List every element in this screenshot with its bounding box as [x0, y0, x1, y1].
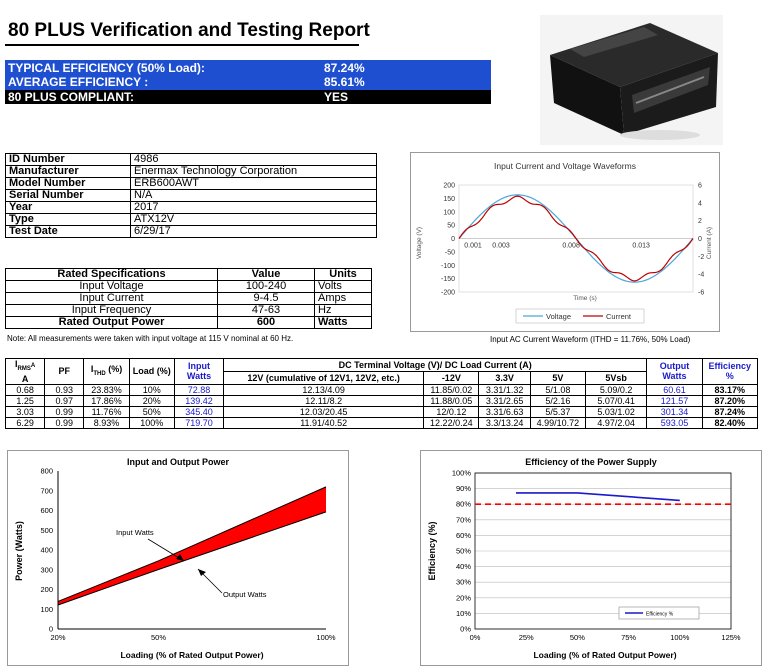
table-cell: 0.97 — [45, 395, 84, 406]
table-cell: 121.57 — [647, 395, 702, 406]
summary-label: TYPICAL EFFICIENCY (50% Load): — [8, 61, 205, 75]
header-minus-12v: -12V — [424, 371, 479, 384]
power-x-tick: 50% — [150, 633, 167, 642]
rated-header-row — [6, 269, 372, 281]
annotation-output-watts: Output Watts — [223, 590, 267, 599]
power-y-label: Power (Watts) — [14, 521, 24, 581]
rated-row — [6, 281, 372, 293]
table-cell: 5/2.16 — [530, 395, 585, 406]
table-cell: 17.86% — [84, 395, 129, 406]
table-cell: 0.99 — [45, 417, 84, 428]
efficiency-y-tick: 20% — [455, 593, 471, 603]
rated-label: Input Frequency — [6, 305, 218, 317]
table-cell: 12/0.12 — [424, 406, 479, 417]
table-cell: 301.34 — [647, 406, 702, 417]
waveform-x-tick: 0.008 — [562, 242, 580, 250]
waveform-y2-tick: 0 — [698, 236, 702, 243]
table-cell: 72.88 — [174, 384, 223, 395]
efficiency-chart-title: Efficiency of the Power Supply — [525, 457, 657, 467]
info-key: Type — [6, 214, 131, 226]
efficiency-y-tick: 80% — [455, 499, 471, 509]
measurement-body — [6, 384, 758, 428]
info-value: 6/29/17 — [131, 226, 377, 238]
title-underline — [5, 44, 359, 46]
rated-header: Rated Specifications — [6, 269, 218, 281]
waveform-x-ticks — [464, 243, 650, 250]
legend-voltage-label: Voltage — [546, 312, 572, 321]
annotation-output-arrowhead — [198, 569, 206, 576]
table-cell: 11.85/0.02 — [424, 384, 479, 395]
efficiency-y-tick: 10% — [455, 608, 471, 618]
table-cell: 12.11/8.2 — [224, 395, 424, 406]
table-cell: 87.20% — [702, 395, 757, 406]
rated-unit: Hz — [315, 305, 372, 317]
waveform-y-ticks — [441, 183, 455, 297]
info-value: ATX12V — [131, 214, 377, 226]
table-cell: 5/1.08 — [530, 384, 585, 395]
table-cell: 5/5.37 — [530, 406, 585, 417]
waveform-y2-tick: 6 — [698, 182, 702, 190]
table-cell: 593.05 — [647, 417, 702, 428]
info-key: Manufacturer — [6, 166, 131, 178]
waveform-title: Input Current and Voltage Waveforms — [494, 161, 636, 171]
table-cell: 3.3/13.24 — [479, 417, 530, 428]
table-cell: 12.03/20.45 — [224, 406, 424, 417]
table-row — [6, 395, 758, 406]
table-cell: 4.97/2.04 — [586, 417, 647, 428]
info-row — [6, 202, 377, 214]
waveform-y2-label: Current (A) — [706, 226, 713, 260]
annotation-input-watts: Input Watts — [116, 528, 154, 537]
table-cell: 11.76% — [84, 406, 129, 417]
header-5v: 5V — [530, 371, 585, 384]
power-y-tick: 300 — [40, 565, 53, 575]
efficiency-y-tick: 90% — [455, 484, 471, 494]
efficiency-chart — [420, 450, 762, 666]
table-cell: 6.29 — [6, 417, 45, 428]
page-title: 80 PLUS Verification and Testing Report — [8, 20, 370, 41]
waveform-y-tick: 0 — [451, 236, 455, 243]
summary-label: AVERAGE EFFICIENCY : — [8, 75, 149, 89]
table-cell: 12.13/4.09 — [224, 384, 424, 395]
efficiency-x-tick: 0% — [469, 633, 481, 642]
waveform-x-label: Time (s) — [573, 295, 597, 302]
waveform-y2-tick: 2 — [698, 218, 702, 226]
rated-row — [6, 305, 372, 317]
table-cell: 100% — [129, 417, 174, 428]
info-row — [6, 154, 377, 166]
info-row — [6, 190, 377, 202]
efficiency-x-tick: 100% — [670, 633, 690, 642]
header-pf: PF — [45, 359, 84, 385]
waveform-y2-ticks — [698, 183, 704, 297]
rated-unit: Amps — [315, 293, 372, 305]
summary-value: YES — [324, 90, 349, 104]
table-cell: 0.68 — [6, 384, 45, 395]
table-cell: 60.61 — [647, 384, 702, 395]
efficiency-grid — [475, 473, 731, 629]
waveform-caption: Input AC Current Waveform (ITHD = 11.76%, 50% Load) — [490, 335, 691, 344]
power-y-tick: 200 — [40, 585, 53, 594]
table-cell: 83.17% — [702, 384, 757, 395]
efficiency-x-label: Loading (% of Rated Output Power) — [533, 650, 677, 660]
info-row — [6, 226, 377, 238]
rated-value: 600 — [218, 317, 315, 329]
header-12v: 12V (cumulative of 12V1, 12V2, etc.) — [224, 371, 424, 384]
table-cell: 139.42 — [174, 395, 223, 406]
waveform-y-tick: -150 — [440, 276, 455, 284]
rated-label: Input Current — [6, 293, 218, 305]
table-cell: 5.03/1.02 — [586, 406, 647, 417]
efficiency-y-ticks — [452, 469, 472, 634]
power-x-tick: 100% — [316, 633, 336, 642]
summary-label: 80 PLUS COMPLIANT: — [8, 90, 135, 104]
header-5vsb: 5Vsb — [586, 371, 647, 384]
table-cell: 10% — [129, 384, 174, 395]
header-load: Load (%) — [129, 359, 174, 385]
summary-value: 85.61% — [324, 75, 365, 89]
power-x-tick: 20% — [50, 633, 66, 642]
summary-value: 87.24% — [324, 61, 365, 75]
efficiency-x-tick: 75% — [621, 633, 637, 642]
power-chart — [7, 450, 349, 666]
table-cell: 1.25 — [6, 395, 45, 406]
efficiency-y-tick: 60% — [455, 530, 471, 540]
efficiency-x-tick: 50% — [569, 633, 585, 642]
efficiency-y-tick: 0% — [460, 624, 471, 634]
info-value: ERB600AWT — [131, 178, 377, 190]
rated-row — [6, 293, 372, 305]
info-key: ID Number — [6, 154, 131, 166]
waveform-x-tick: 0.013 — [632, 242, 650, 250]
header-dc-terminal: DC Terminal Voltage (V)/ DC Load Current (A) — [224, 359, 647, 372]
waveform-x-tick: 0.001 — [464, 242, 482, 250]
rated-row — [6, 317, 372, 329]
info-row — [6, 214, 377, 226]
table-cell: 719.70 — [174, 417, 223, 428]
rated-unit: Volts — [315, 281, 372, 293]
info-key: Model Number — [6, 178, 131, 190]
power-y-tick: 0 — [48, 624, 53, 634]
header-irms: $I_{RMS}A$ A — [6, 359, 45, 385]
waveform-y2-tick: 4 — [698, 200, 702, 208]
table-cell: 50% — [129, 406, 174, 417]
power-y-tick: 100 — [40, 604, 53, 614]
power-x-label: Loading (% of Rated Output Power) — [120, 650, 264, 660]
table-cell: 4.99/10.72 — [530, 417, 585, 428]
table-row — [6, 417, 758, 428]
input-watts-line — [58, 487, 326, 602]
power-y-tick: 400 — [40, 545, 53, 555]
table-cell: 11.88/0.05 — [424, 395, 479, 406]
power-chart-title: Input and Output Power — [127, 457, 229, 467]
waveform-y-tick: 200 — [443, 182, 455, 190]
rated-header: Value — [218, 269, 315, 281]
power-y-tick: 600 — [40, 506, 53, 515]
efficiency-summary — [5, 60, 491, 104]
info-key: Year — [6, 202, 131, 214]
table-cell: 82.40% — [702, 417, 757, 428]
waveform-chart — [410, 152, 720, 332]
rated-label: Rated Output Power — [6, 317, 218, 329]
rated-unit: Watts — [315, 317, 372, 329]
unit-info-table — [5, 153, 377, 238]
table-row — [6, 406, 758, 417]
waveform-y2-tick: -2 — [698, 253, 705, 261]
header-3v3: 3.3V — [479, 371, 530, 384]
power-y-tick: 700 — [40, 486, 53, 496]
waveform-x-tick: 0.003 — [492, 242, 510, 250]
efficiency-x-ticks — [470, 633, 741, 642]
summary-row-average — [5, 75, 491, 89]
measurement-note: Note: All measurements were taken with input voltage at 115 V nominal at 60 Hz. — [7, 334, 294, 343]
efficiency-y-tick: 50% — [455, 546, 471, 556]
table-cell: 0.93 — [45, 384, 84, 395]
power-y-ticks — [40, 467, 53, 634]
table-cell: 0.99 — [45, 406, 84, 417]
summary-row-typical — [5, 61, 491, 75]
info-key: Serial Number — [6, 190, 131, 202]
table-cell: 8.93% — [84, 417, 129, 428]
rated-value: 47-63 — [218, 305, 315, 317]
power-y-tick: 500 — [40, 525, 53, 535]
output-watts-line — [58, 512, 326, 605]
rated-spec-table — [5, 268, 372, 329]
efficiency-y-label: Efficiency (%) — [427, 521, 437, 581]
info-value: 2017 — [131, 202, 377, 214]
summary-row-compliant — [5, 90, 491, 104]
table-cell: 87.24% — [702, 406, 757, 417]
waveform-y-tick: -100 — [440, 262, 455, 270]
waveform-y-tick: 100 — [443, 209, 455, 217]
efficiency-x-tick: 125% — [721, 633, 741, 642]
waveform-y-tick: -50 — [444, 249, 455, 257]
table-cell: 12.22/0.24 — [424, 417, 479, 428]
header-ithd: $I_{THD}$ (%) — [84, 359, 129, 385]
waveform-y-tick: -200 — [440, 289, 455, 297]
info-value: N/A — [131, 190, 377, 202]
table-row — [6, 384, 758, 395]
rated-label: Input Voltage — [6, 281, 218, 293]
info-row — [6, 166, 377, 178]
info-value: 4986 — [131, 154, 377, 166]
table-cell: 5.07/0.41 — [586, 395, 647, 406]
efficiency-y-tick: 100% — [451, 468, 471, 478]
meas-header-row — [6, 359, 758, 372]
waveform-y2-tick: -4 — [698, 271, 705, 279]
efficiency-y-tick: 30% — [455, 577, 471, 587]
legend-efficiency-label: Efficiency % — [646, 611, 674, 618]
rated-value: 100-240 — [218, 281, 315, 293]
waveform-y2-tick: -6 — [698, 289, 705, 297]
legend-current-label: Current — [606, 312, 632, 321]
waveform-y-tick: 150 — [443, 195, 455, 203]
header-efficiency: Efficiency % — [702, 359, 757, 385]
table-cell: 11.91/40.52 — [224, 417, 424, 428]
table-cell: 345.40 — [174, 406, 223, 417]
table-cell: 3.31/1.32 — [479, 384, 530, 395]
power-y-tick: 800 — [40, 466, 53, 476]
efficiency-series-line — [516, 493, 680, 501]
table-cell: 23.83% — [84, 384, 129, 395]
info-row — [6, 178, 377, 190]
table-cell: 3.31/6.63 — [479, 406, 530, 417]
rated-header: Units — [315, 269, 372, 281]
efficiency-x-tick: 25% — [518, 633, 534, 642]
power-x-ticks — [50, 633, 335, 642]
header-input-watts: Input Watts — [174, 359, 223, 385]
table-cell: 3.03 — [6, 406, 45, 417]
info-key: Test Date — [6, 226, 131, 238]
info-value: Enermax Technology Corporation — [131, 166, 377, 178]
efficiency-y-tick: 70% — [455, 515, 471, 525]
power-supply-photo — [540, 15, 723, 145]
table-cell: 3.31/2.65 — [479, 395, 530, 406]
waveform-y-tick: 50 — [447, 222, 455, 230]
header-output-watts: Output Watts — [647, 359, 702, 385]
table-cell: 20% — [129, 395, 174, 406]
measurement-table — [5, 358, 758, 429]
rated-value: 9-4.5 — [218, 293, 315, 305]
efficiency-y-tick: 40% — [455, 562, 471, 572]
waveform-y-label: Voltage (V) — [416, 226, 423, 260]
table-cell: 5.09/0.2 — [586, 384, 647, 395]
